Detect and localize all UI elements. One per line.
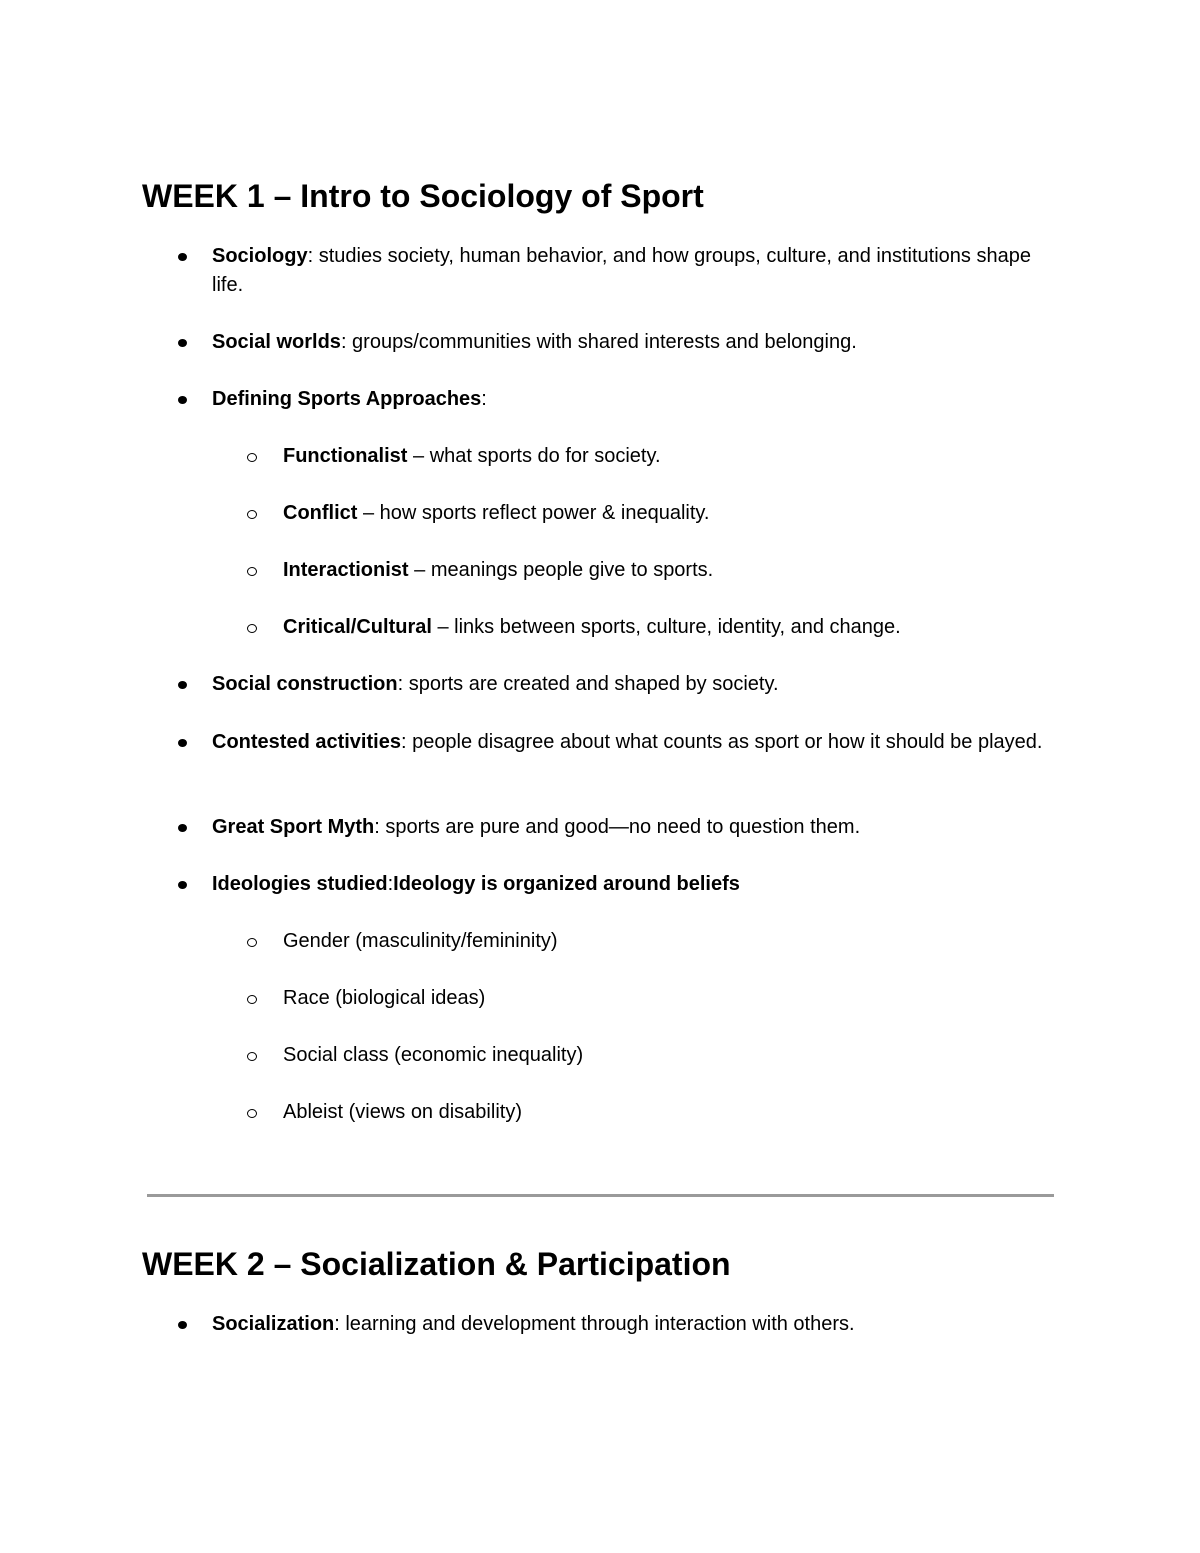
definition: : sports are created and shaped by society. <box>397 673 779 695</box>
horizontal-divider <box>147 1194 1054 1197</box>
week-2-heading: WEEK 2 – Socialization & Participation <box>142 1246 731 1282</box>
term: Ideologies studied <box>212 873 388 895</box>
bullet-circle-icon <box>247 1052 257 1061</box>
bullet-disc-icon <box>178 253 187 261</box>
sub-item-race <box>283 984 1053 1013</box>
term: Social construction <box>212 673 398 695</box>
bullet-disc-icon <box>178 739 187 747</box>
bullet-circle-icon <box>247 938 257 947</box>
separator: : <box>387 873 394 895</box>
definition: : people disagree about what counts as sport or how it should be played. <box>400 731 1043 753</box>
list-item-approaches <box>212 385 1052 414</box>
bullet-disc-icon <box>178 1321 187 1329</box>
term: Great Sport Myth <box>212 816 375 838</box>
definition: : sports are pure and good—no need to question them. <box>374 816 861 838</box>
bullet-circle-icon <box>247 624 257 633</box>
term: Defining Sports Approaches <box>212 388 482 410</box>
list-item-social-worlds <box>212 328 1052 357</box>
list-item-great-sport-myth <box>212 813 1052 842</box>
bullet-disc-icon <box>178 681 187 689</box>
bullet-circle-icon <box>247 1109 257 1118</box>
list-item-ideologies <box>212 870 1052 899</box>
term: Contested activities <box>212 731 401 753</box>
sub-item-text: Race (biological ideas) <box>283 987 486 1009</box>
definition: – what sports do for society. <box>407 445 661 467</box>
definition: – how sports reflect power & inequality. <box>357 502 710 524</box>
definition: – meanings people give to sports. <box>408 559 714 581</box>
term: Critical/Cultural <box>283 616 432 638</box>
sub-item-ableist <box>283 1098 1053 1127</box>
bullet-disc-icon <box>178 881 187 889</box>
term: Social worlds <box>212 331 341 353</box>
sub-item-text: Ableist (views on disability) <box>283 1101 522 1123</box>
bullet-circle-icon <box>247 567 257 576</box>
bullet-disc-icon <box>178 824 187 832</box>
definition: : <box>481 388 487 410</box>
list-item-socialization <box>212 1310 1052 1339</box>
bullet-circle-icon <box>247 510 257 519</box>
bullet-disc-icon <box>178 339 187 347</box>
list-item-sociology <box>212 242 1052 300</box>
term: Interactionist <box>283 559 409 581</box>
definition: : groups/communities with shared interests and belonging. <box>340 331 857 353</box>
definition: : learning and development through interaction with others. <box>334 1313 855 1335</box>
list-item-social-construction <box>212 670 1052 699</box>
sub-item-text: Gender (masculinity/femininity) <box>283 930 558 952</box>
bullet-circle-icon <box>247 453 257 462</box>
definition: Ideology is organized around beliefs <box>393 873 740 895</box>
bullet-disc-icon <box>178 396 187 404</box>
sub-item-social-class <box>283 1041 1053 1070</box>
sub-item-functionalist <box>283 442 1053 471</box>
term: Sociology <box>212 245 308 267</box>
sub-item-critical-cultural <box>283 613 1053 642</box>
term: Functionalist <box>283 445 408 467</box>
definition: – links between sports, culture, identity, and change. <box>431 616 901 638</box>
week-1-heading: WEEK 1 – Intro to Sociology of Sport <box>142 178 704 214</box>
bullet-circle-icon <box>247 995 257 1004</box>
definition: : studies society, human behavior, and how groups, culture, and institutions shape life. <box>212 245 1031 296</box>
sub-item-text: Social class (economic inequality) <box>283 1044 584 1066</box>
sub-item-interactionist <box>283 556 1053 585</box>
sub-item-conflict <box>283 499 1053 528</box>
term: Conflict <box>283 502 358 524</box>
term: Socialization <box>212 1313 335 1335</box>
sub-item-gender <box>283 927 1053 956</box>
list-item-contested-activities <box>212 728 1052 757</box>
